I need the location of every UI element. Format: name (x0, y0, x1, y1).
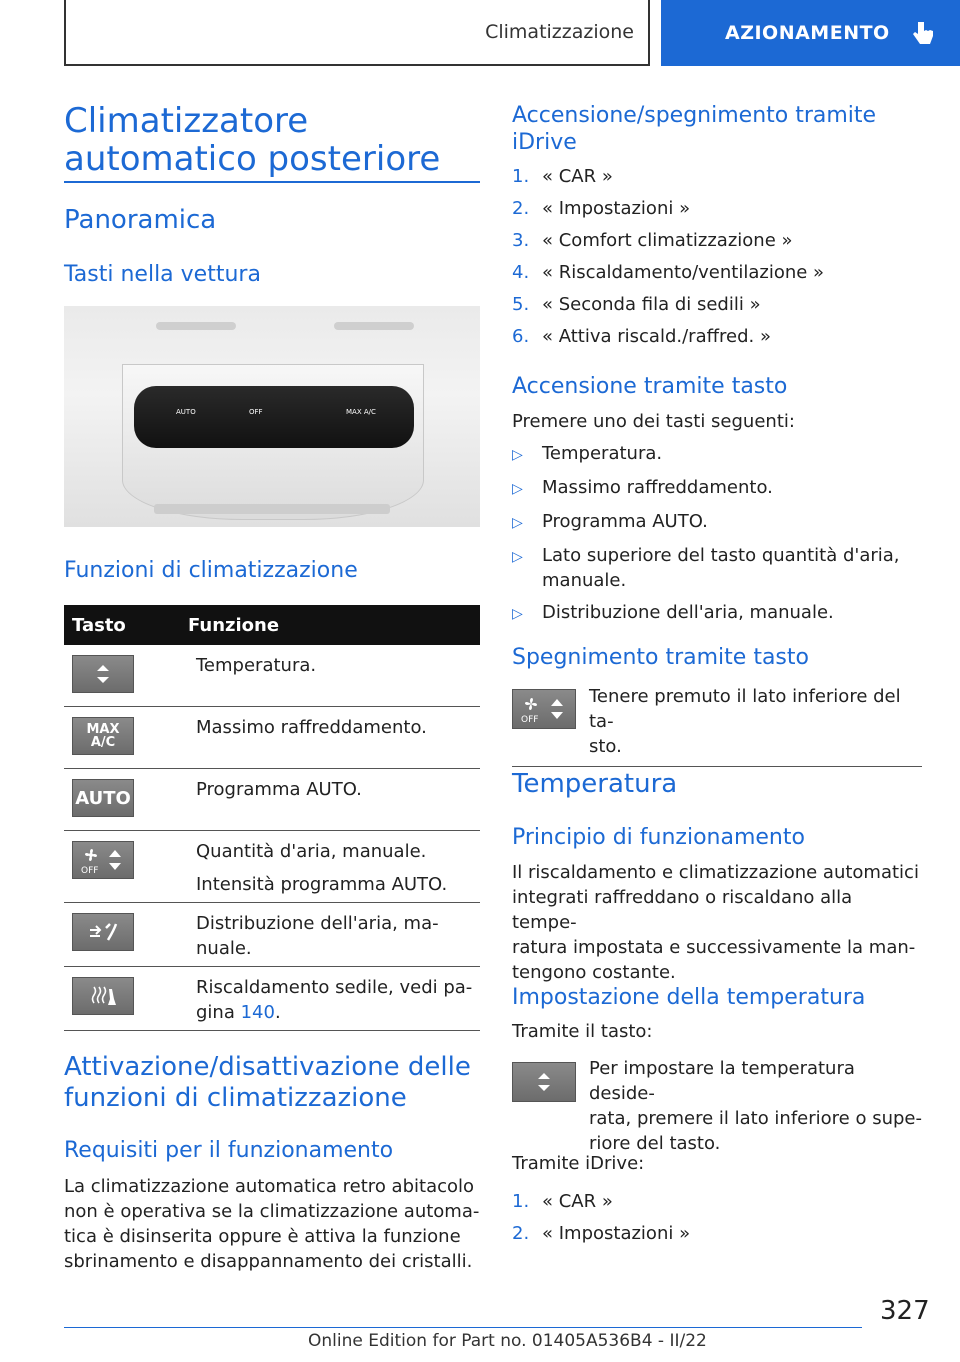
list-item: ▷ Programma AUTO. (512, 511, 708, 532)
table-function-text: Programma AUTO. (196, 779, 362, 800)
table-header (64, 605, 480, 645)
list-item: 2. « Impostazioni » (512, 198, 691, 219)
button-off-text: Tenere premuto il lato inferiore del ta- sto. (589, 686, 901, 757)
header-chapter-title: AZIONAMENTO (725, 22, 890, 44)
header-section-box (64, 0, 650, 66)
button-on-heading: Accensione tramite tasto (512, 374, 788, 399)
fan-off-icon (512, 689, 576, 729)
requirements-text: La climatizzazione automatica retro abitacolo non è operativa se la climatizzazione automa- tica è disinserita oppure è attiva la funzione sbrinamento e disappannamento dei cristalli. (64, 1176, 480, 1272)
air-distribution-icon (72, 913, 134, 951)
table-function-text: Riscaldamento sedile, vedi pa- gina 140. (196, 977, 473, 1023)
requirements-heading: Requisiti per il funzionamento (64, 1138, 394, 1163)
list-item: ▷ Distribuzione dell'aria, manuale. (512, 602, 834, 623)
temperature-arrows-icon (512, 1062, 576, 1102)
table-header-key: Tasto (72, 614, 126, 636)
idrive-steps-list-2 (512, 1186, 690, 1250)
list-item: 4. « Riscaldamento/ventilazione » (512, 262, 825, 283)
photo-vent-right (334, 322, 414, 330)
list-item: 6. « Attiva riscald./raffred. » (512, 326, 771, 347)
activation-heading: Attivazione/disattivazione delle funzioni di climatizzazione (64, 1052, 471, 1113)
table-function-text: Massimo raffreddamento. (196, 717, 427, 738)
page-title: Climatizzatore automatico posteriore (64, 101, 441, 179)
table-function-text: Quantità d'aria, manuale. Intensità programma AUTO. (196, 841, 448, 895)
temperature-arrows-icon (72, 655, 134, 693)
table-row (64, 707, 480, 769)
principle-heading: Principio di funzionamento (512, 825, 805, 850)
table-row (64, 645, 480, 707)
via-button-text: Per impostare la temperatura deside- rata, premere il lato inferiore o supe- riore del tasto. (589, 1058, 922, 1154)
list-item: 3. « Comfort climatizzazione » (512, 230, 793, 251)
list-item: 2. « Impostazioni » (512, 1223, 691, 1244)
photo-control-unit (134, 386, 414, 448)
footer-rule (64, 1327, 862, 1328)
list-item: ▷ Temperatura. (512, 443, 663, 464)
button-on-intro: Premere uno dei tasti seguenti: (512, 411, 795, 432)
table-header-function: Funzione (188, 614, 280, 636)
header-section-title: Climatizzazione (485, 21, 634, 43)
photo-vent-left (156, 322, 236, 330)
set-temperature-heading: Impostazione della temperatura (512, 985, 866, 1010)
svg-text:OFF: OFF (521, 715, 539, 724)
max-ac-icon: MAX A/C (72, 717, 134, 755)
title-rule (64, 181, 480, 183)
auto-icon: AUTO (72, 779, 134, 817)
table-function-text: Distribuzione dell'aria, ma- nuale. (196, 913, 439, 959)
list-item: ▷ Massimo raffreddamento. (512, 477, 773, 498)
photo-label-max-ac: MAX A/C (346, 408, 376, 416)
functions-table (64, 605, 480, 1031)
table-row (64, 769, 480, 831)
functions-heading: Funzioni di climatizzazione (64, 558, 358, 583)
section-divider (512, 766, 922, 767)
overview-heading: Panoramica (64, 205, 217, 235)
table-row (64, 967, 480, 1031)
page-number: 327 (880, 1296, 930, 1326)
idrive-steps-list (512, 161, 824, 353)
temperature-heading: Temperatura (512, 769, 678, 799)
list-item: 5. « Seconda fila di sedili » (512, 294, 761, 315)
list-item: 1. « CAR » (512, 166, 613, 187)
table-row (64, 831, 480, 903)
photo-label-auto: AUTO (176, 408, 196, 416)
list-item: ▷ Lato superiore del tasto quantità d'aria, manuale. (512, 545, 900, 591)
footer-edition: Online Edition for Part no. 01405A536B4 - II/22 (308, 1331, 707, 1351)
button-off-heading: Spegnimento tramite tasto (512, 645, 809, 670)
table-function-text: Temperatura. (196, 655, 317, 676)
keys-heading: Tasti nella vettura (64, 262, 261, 287)
rear-climate-panel-photo (64, 306, 480, 527)
pointing-hand-icon (912, 20, 934, 46)
photo-slot (154, 504, 390, 514)
fan-off-icon (72, 841, 134, 879)
page-140-link[interactable]: 140 (240, 1002, 275, 1023)
via-idrive-label: Tramite iDrive: (512, 1153, 645, 1174)
seat-heating-icon (72, 977, 134, 1015)
list-item: 1. « CAR » (512, 1191, 613, 1212)
photo-label-off: OFF (249, 408, 263, 416)
header-chapter-tab[interactable] (661, 0, 960, 66)
button-on-list (512, 441, 922, 634)
table-row (64, 903, 480, 967)
svg-text:OFF: OFF (81, 866, 99, 875)
via-button-label: Tramite il tasto: (512, 1021, 653, 1042)
principle-text: Il riscaldamento e climatizzazione automatici integrati raffreddano o riscaldano alla tempe- ratura impostata e successivamente la man- tengono costante. (512, 862, 919, 983)
idrive-heading: Accensione/spegnimento tramite iDrive (512, 103, 877, 155)
